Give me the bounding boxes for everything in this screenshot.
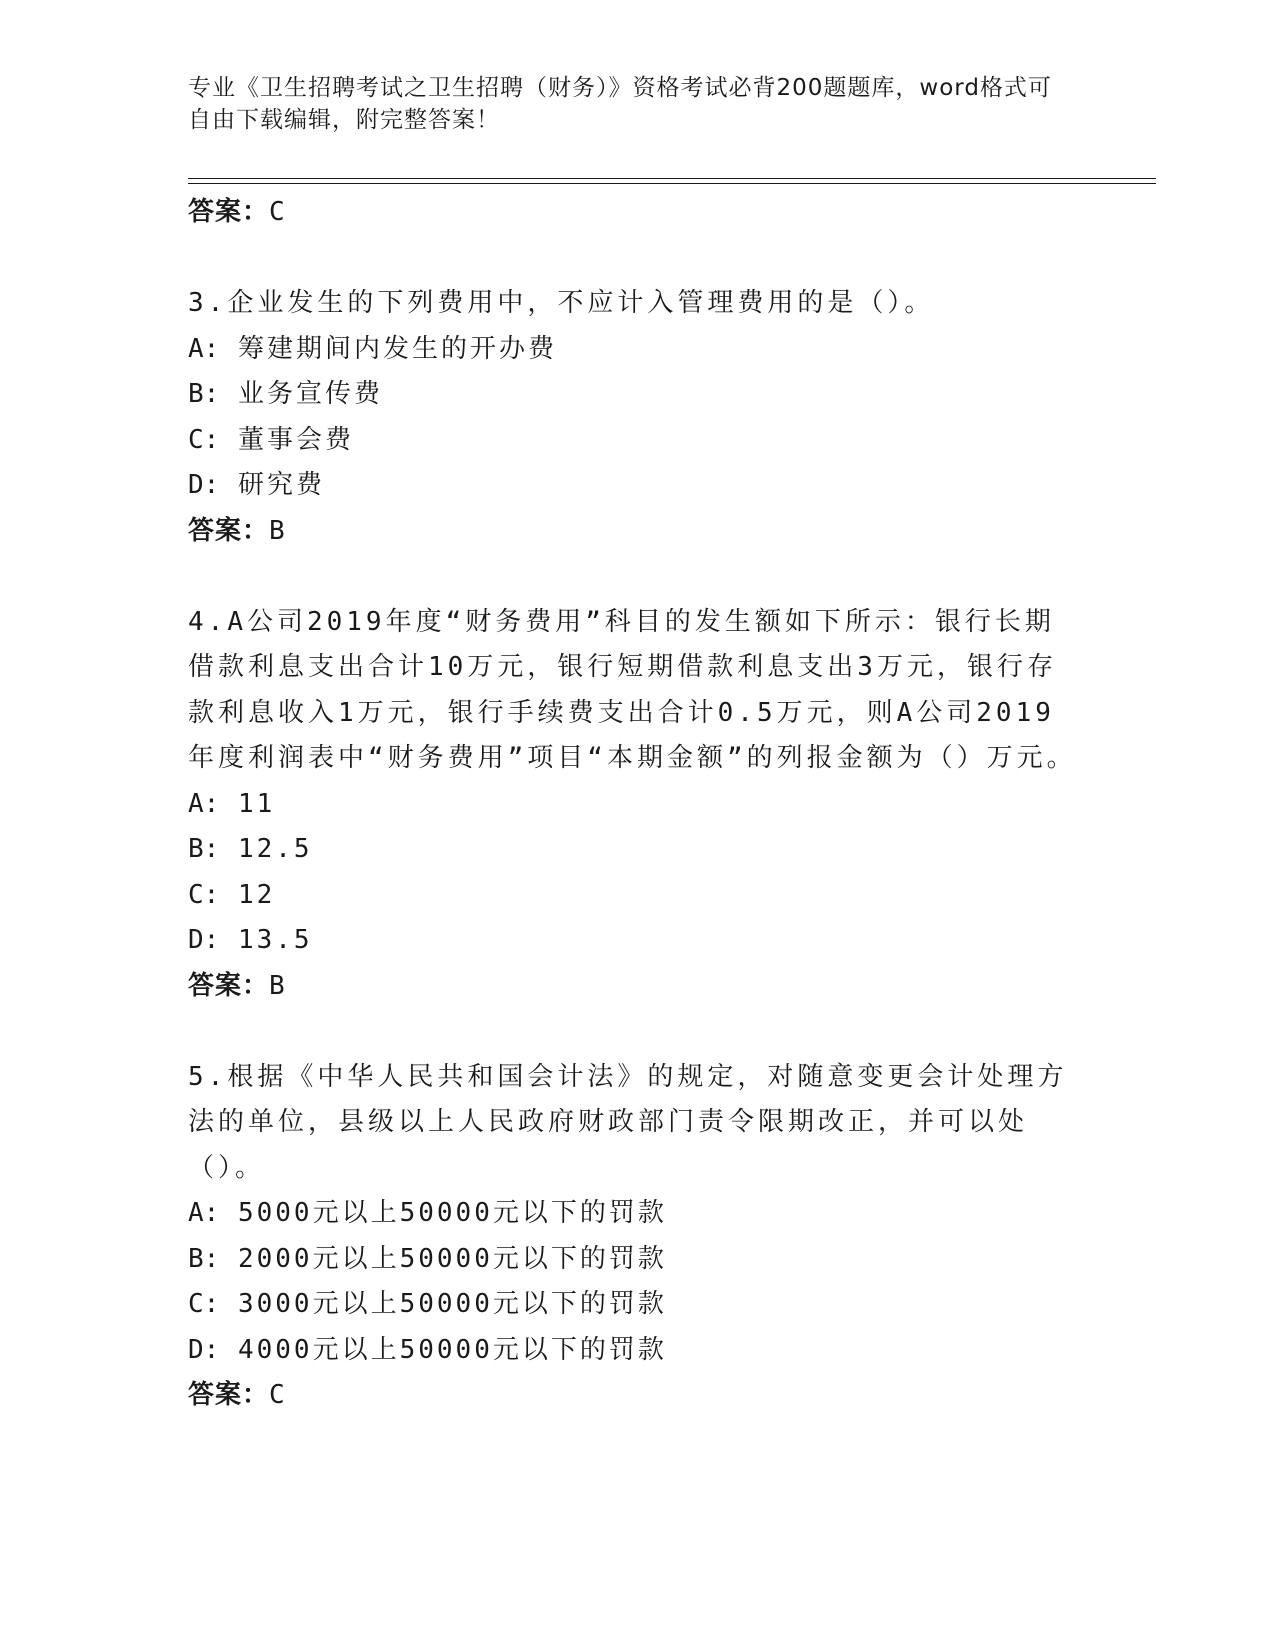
option-c (188, 1282, 1078, 1328)
answer-line (188, 509, 1078, 553)
answer-line (188, 964, 1078, 1008)
document-header: 专业《卫生招聘考试之卫生招聘（财务）》资格考试必背200题题库，word格式可自由下载编辑，附完整答案！ (188, 75, 1052, 133)
question-block (188, 281, 1078, 553)
answer-line (188, 190, 1078, 234)
question-text (188, 281, 1078, 327)
option-text: 12 (237, 879, 276, 910)
question-block (188, 1055, 1078, 1418)
option-text: 12.5 (237, 834, 313, 864)
option-text: 董事会费 (237, 424, 354, 455)
question-stem: A公司2019年度“财务费用”科目的发生额如下所示：银行长期借款利息支出合计10万元，银行短期借款利息支出3万元，银行存款利息收入1万元，银行手续费支出合计0.5万元，则A公司2019年度利润表中“财务费用”项目“本期金额”的列报金额为（）万元。 (188, 606, 1077, 773)
answer-label: 答案： (188, 1380, 270, 1410)
question-stem: 根据《中华人民共和国会计法》的规定，对随意变更会计处理方法的单位，县级以上人民政府财政部门责令限期改正，并可以处（）。 (188, 1061, 1068, 1183)
option-key: B: (188, 379, 220, 409)
option-b (188, 827, 1078, 873)
option-key: D: (188, 470, 220, 500)
option-a (188, 782, 1078, 828)
option-key: A: (188, 333, 220, 364)
option-c (188, 418, 1078, 464)
option-d (188, 463, 1078, 509)
answer-label: 答案： (188, 515, 270, 546)
question-block (188, 600, 1078, 1008)
question-text (188, 1055, 1078, 1192)
header-rule-top (188, 178, 1156, 179)
answer-value: B (269, 970, 286, 1001)
question-number: 5. (188, 1061, 228, 1092)
option-a (188, 327, 1078, 373)
answer-value: C (269, 197, 286, 227)
option-text: 研究费 (237, 470, 325, 500)
question-number: 4. (188, 606, 228, 637)
option-key: B: (188, 834, 220, 864)
option-list (188, 782, 1078, 964)
answer-label: 答案： (188, 970, 270, 1001)
question-number: 3. (188, 288, 228, 318)
option-d (188, 1328, 1078, 1374)
option-list (188, 1191, 1078, 1373)
question-stem: 企业发生的下列费用中，不应计入管理费用的是（）。 (227, 288, 935, 318)
option-a (188, 1191, 1078, 1237)
option-key: A: (188, 788, 220, 819)
option-key: C: (188, 1289, 220, 1319)
question-text (188, 600, 1078, 782)
option-b (188, 1237, 1078, 1283)
header-rule-bottom (188, 183, 1156, 184)
option-text: 筹建期间内发生的开办费 (237, 333, 557, 364)
option-c (188, 873, 1078, 919)
option-text: 业务宣传费 (237, 379, 383, 409)
option-key: D: (188, 925, 220, 955)
option-list (188, 327, 1078, 509)
answer-value: C (269, 1380, 286, 1410)
option-key: D: (188, 1334, 220, 1365)
option-key: C: (188, 879, 220, 910)
option-text: 13.5 (237, 925, 313, 955)
question-list (188, 190, 1078, 1417)
answer-label: 答案： (188, 197, 270, 227)
option-text: 4000元以上50000元以下的罚款 (237, 1334, 667, 1365)
option-text: 5000元以上50000元以下的罚款 (237, 1198, 667, 1228)
option-b (188, 372, 1078, 418)
option-text: 2000元以上50000元以下的罚款 (237, 1243, 667, 1274)
answer-line (188, 1373, 1078, 1417)
option-d (188, 918, 1078, 964)
option-text: 3000元以上50000元以下的罚款 (237, 1289, 667, 1319)
option-key: A: (188, 1198, 220, 1228)
option-key: B: (188, 1243, 220, 1274)
answer-value: B (269, 515, 286, 546)
option-key: C: (188, 424, 220, 455)
option-text: 11 (237, 788, 276, 819)
